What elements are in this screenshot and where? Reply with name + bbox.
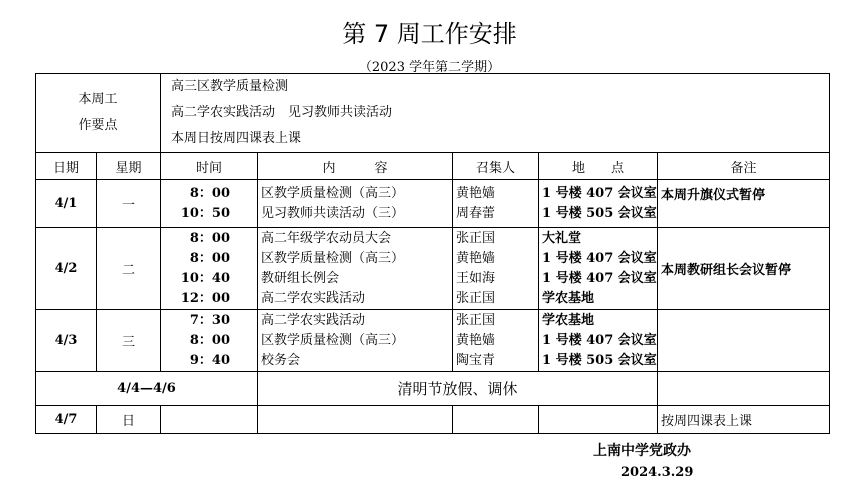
focus-label-line: 本周工	[78, 92, 118, 107]
row-contents	[258, 228, 453, 310]
table-row	[36, 180, 830, 228]
col-header-date: 日期	[36, 153, 97, 180]
page-title: 第 7 周工作安排	[342, 20, 517, 48]
content-value: 区教学质量检测（高三）	[261, 185, 405, 201]
row-places	[539, 310, 658, 372]
footer-date: 2024.3.29	[621, 465, 694, 480]
content-value: 高二学农实践活动	[261, 290, 366, 306]
place-value: 1 号楼 505 会议室	[542, 352, 657, 368]
time-value: 8：00	[189, 250, 231, 266]
col-header-weekday: 星期	[97, 153, 161, 180]
col-header-note: 备注	[658, 153, 830, 180]
focus-item: 高二学农实践活动 见习教师共读活动	[171, 105, 393, 120]
focus-item: 本周日按周四课表上课	[171, 131, 302, 146]
place-value: 学农基地	[542, 312, 595, 328]
content-value: 教研组长例会	[261, 270, 340, 286]
table-row	[36, 228, 830, 310]
place-value: 大礼堂	[542, 230, 582, 246]
row-places	[539, 180, 658, 228]
content-value: 高二年级学农动员大会	[261, 230, 392, 246]
host-value: 周春蕾	[456, 205, 496, 221]
focus-row	[36, 74, 830, 153]
content-value: 见习教师共读活动（三）	[261, 205, 405, 221]
content-value: 高二学农实践活动	[261, 312, 366, 328]
row-times	[161, 310, 258, 372]
row-times	[161, 406, 258, 434]
col-header-host: 召集人	[453, 153, 539, 180]
row-hosts	[453, 180, 539, 228]
host-value: 黄艳嫱	[456, 250, 496, 266]
content-value: 区教学质量检测（高三）	[261, 250, 405, 266]
row-weekday: 三	[97, 310, 161, 372]
row-places	[539, 406, 658, 434]
row-hosts	[453, 310, 539, 372]
row-contents	[258, 310, 453, 372]
place-value: 1 号楼 407 会议室	[542, 185, 657, 201]
content-value: 校务会	[261, 352, 301, 368]
focus-item: 高三区教学质量检测	[171, 79, 289, 94]
holiday-dates: 4/4—4/6	[36, 372, 258, 406]
row-date: 4/2	[36, 228, 97, 310]
content-value: 区教学质量检测（高三）	[261, 332, 405, 348]
header-row	[36, 153, 830, 180]
focus-label-line: 作要点	[78, 118, 118, 133]
page-subtitle: （2023 学年第二学期）	[358, 60, 501, 75]
host-value: 陶宝青	[456, 352, 496, 368]
row-date: 4/3	[36, 310, 97, 372]
place-value: 1 号楼 407 会议室	[542, 270, 657, 286]
footer-org: 上南中学党政办	[593, 443, 691, 459]
row-note: 本周教研组长会议暂停	[658, 228, 830, 310]
row-places	[539, 228, 658, 310]
holiday-text: 清明节放假、调休	[258, 372, 658, 406]
row-note: 本周升旗仪式暂停	[658, 180, 830, 228]
host-value: 黄艳嫱	[456, 185, 496, 201]
row-hosts	[453, 406, 539, 434]
row-weekday: 一	[97, 180, 161, 228]
holiday-row	[36, 372, 830, 406]
row-date: 4/1	[36, 180, 97, 228]
place-value: 学农基地	[542, 290, 595, 306]
row-weekday: 日	[97, 406, 161, 434]
row-weekday: 二	[97, 228, 161, 310]
time-value: 10：50	[180, 205, 231, 221]
host-value: 张正国	[456, 312, 496, 328]
host-value: 张正国	[456, 290, 496, 306]
row-note: 按周四课表上课	[658, 406, 830, 434]
row-hosts	[453, 228, 539, 310]
col-header-time: 时间	[161, 153, 258, 180]
place-value: 1 号楼 407 会议室	[542, 250, 657, 266]
host-value: 黄艳嫱	[456, 332, 496, 348]
time-value: 8：00	[189, 332, 231, 348]
row-date: 4/7	[36, 406, 97, 434]
time-value: 10：40	[180, 270, 231, 286]
row-contents	[258, 180, 453, 228]
table-row	[36, 310, 830, 372]
time-value: 8：00	[189, 230, 231, 246]
focus-items	[161, 74, 830, 153]
row-note	[658, 310, 830, 372]
col-header-content: 内 容	[258, 153, 453, 180]
time-value: 7：30	[189, 312, 231, 328]
host-value: 张正国	[456, 230, 496, 246]
row-contents	[258, 406, 453, 434]
time-value: 9：40	[189, 352, 231, 368]
time-value: 8：00	[189, 185, 231, 201]
time-value: 12：00	[180, 290, 231, 306]
host-value: 王如海	[456, 270, 496, 286]
row-times	[161, 180, 258, 228]
focus-label	[36, 74, 161, 153]
row-times	[161, 228, 258, 310]
schedule-table	[35, 73, 830, 434]
table-row	[36, 406, 830, 434]
col-header-place: 地 点	[539, 153, 658, 180]
place-value: 1 号楼 505 会议室	[542, 205, 657, 221]
holiday-note	[658, 372, 830, 406]
place-value: 1 号楼 407 会议室	[542, 332, 657, 348]
